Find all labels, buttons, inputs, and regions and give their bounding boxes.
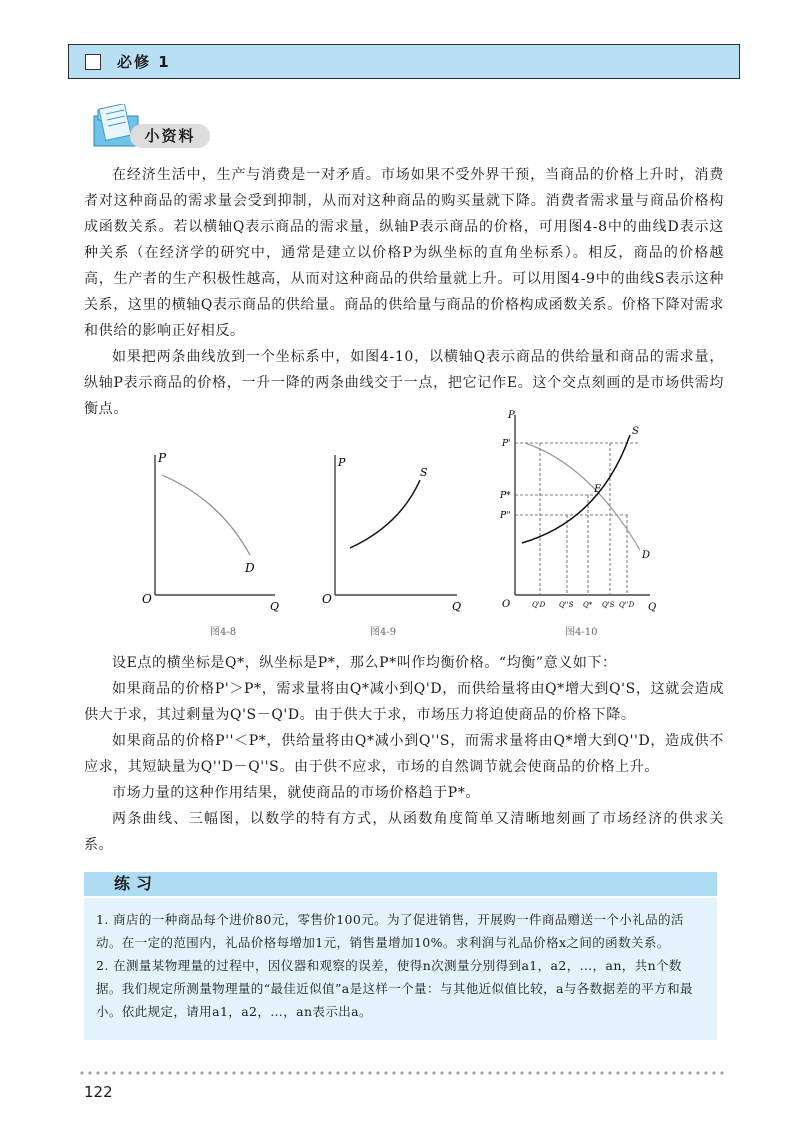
axis-q-label: Q xyxy=(452,600,462,613)
q-tick-label: Q* xyxy=(583,601,593,609)
curve-label: S xyxy=(420,466,428,479)
axis-q-label: Q xyxy=(270,600,280,613)
origin-label: O xyxy=(502,599,511,610)
exercise-header xyxy=(84,872,717,896)
figures-svg xyxy=(100,410,660,650)
origin-label: O xyxy=(322,592,332,606)
chapter-title: 必修 1 xyxy=(117,53,171,71)
supply-curve xyxy=(522,435,630,543)
paragraph: 如果商品的价格P'＞P*，需求量将由Q*减小到Q'D，而供给量将由Q*增大到Q'S，这就会造成供大于求，其过剩量为Q'S－Q'D。由于供大于求，市场压力将迫使商品的价格下降。 xyxy=(84,681,724,723)
demand-curve-label: D xyxy=(642,550,651,561)
supply-curve xyxy=(350,480,420,548)
exercise-item: 1. 商店的一种商品每个进价80元，零售价100元。为了促进销售，开展购一件商品赠送一个小礼品的活动。在一定的范围内，礼品价格每增加1元，销售量增加10%。求利润与礼品价格x之间的函数关系。 xyxy=(96,912,684,950)
q-tick-label: Q'D xyxy=(532,601,546,609)
p-tick-label: P'' xyxy=(500,511,512,521)
exercise-box xyxy=(84,898,717,1040)
p-tick-label: P' xyxy=(502,439,511,449)
paragraph: 如果把两条曲线放到一个坐标系中，如图4-10，以横轴Q表示商品的供给量和商品的需求量，纵轴P表示商品的价格，一升一降的两条曲线交于一点，把它记作E。这个交点刻画的是市场供需均衡点。 xyxy=(84,349,724,417)
paragraph: 两条曲线、三幅图，以数学的特有方式，从函数角度简单又清晰地刻画了市场经济的供求关系。 xyxy=(84,811,724,853)
info-badge-label: 小资料 xyxy=(130,124,210,148)
info-badge xyxy=(88,104,213,154)
figure-4-8 xyxy=(142,451,279,638)
dotted-divider xyxy=(78,1070,728,1076)
axis-p-label: P xyxy=(158,451,167,465)
figure-caption: 图4-9 xyxy=(370,627,397,638)
exercise-title: 练习 xyxy=(114,874,159,893)
equilibrium-label: E xyxy=(594,484,602,495)
supply-curve-label: S xyxy=(632,426,639,437)
chapter-header xyxy=(68,44,740,79)
q-tick-label: Q''S xyxy=(559,601,574,609)
page-number: 122 xyxy=(84,1083,113,1101)
p-tick-label: P* xyxy=(500,491,511,501)
axis-p-label: P xyxy=(508,410,515,421)
figure-caption: 图4-8 xyxy=(210,627,237,638)
origin-label: O xyxy=(142,592,152,606)
curve-label: D xyxy=(245,561,255,575)
demand-curve xyxy=(525,443,640,550)
figure-4-9 xyxy=(322,455,461,638)
demand-curve xyxy=(162,475,250,555)
article-equilibrium xyxy=(84,650,724,858)
paragraph: 如果商品的价格P''＜P*，供给量将由Q*减小到Q''S，而需求量将由Q*增大到Q''D，造成供不应求，其短缺量为Q''D－Q''S。由于供不应求，市场的自然调节就会使商品的价格上升。 xyxy=(84,733,724,775)
figure-group xyxy=(100,410,660,650)
paragraph: 在经济生活中，生产与消费是一对矛盾。市场如果不受外界干预，当商品的价格上升时，消费者对这种商品的需求量会受到抑制，从而对这种商品的购买量就下降。消费者需求量与商品价格构成函数关系。若以横轴Q表示商品的需求量，纵轴P表示商品的价格，可用图4-8中的曲线D表示这种关系（在经济学的研究中，通常是建立以价格P为纵坐标的直角坐标系）。相反，商品的价格越高，生产者的生产积极性越高，从而对这种商品的供给量就上升。可以用图4-9中的曲线S表示这种关系，这里的横轴Q表示商品的供给量。商品的供给量与商品的价格构成函数关系。价格下降对需求和供给的影响正好相反。 xyxy=(84,167,724,339)
axis-q-label: Q xyxy=(648,602,657,613)
q-tick-label: Q'S xyxy=(602,601,615,609)
paragraph: 市场力量的这种作用结果，就使商品的市场价格趋于P*。 xyxy=(112,785,481,801)
paragraph: 设E点的横坐标是Q*，纵坐标是P*，那么P*叫作均衡价格。“均衡”意义如下： xyxy=(112,655,617,671)
figure-caption: 图4-10 xyxy=(565,627,598,638)
square-icon xyxy=(85,54,101,70)
figure-4-10 xyxy=(499,410,656,638)
q-tick-label: Q''D xyxy=(619,601,635,609)
axis-p-label: P xyxy=(338,456,346,469)
article-intro xyxy=(84,162,724,422)
exercise-item: 2. 在测量某物理量的过程中，因仪器和观察的误差，使得n次测量分别得到a1，a2，…，an，共n个数据。我们规定所测量物理量的“最佳近似值”a是这样一个量：与其他近似值比较，a与各数据差的平方和最小。依此规定，请用a1，a2，…，an表示出a。 xyxy=(96,958,693,1019)
